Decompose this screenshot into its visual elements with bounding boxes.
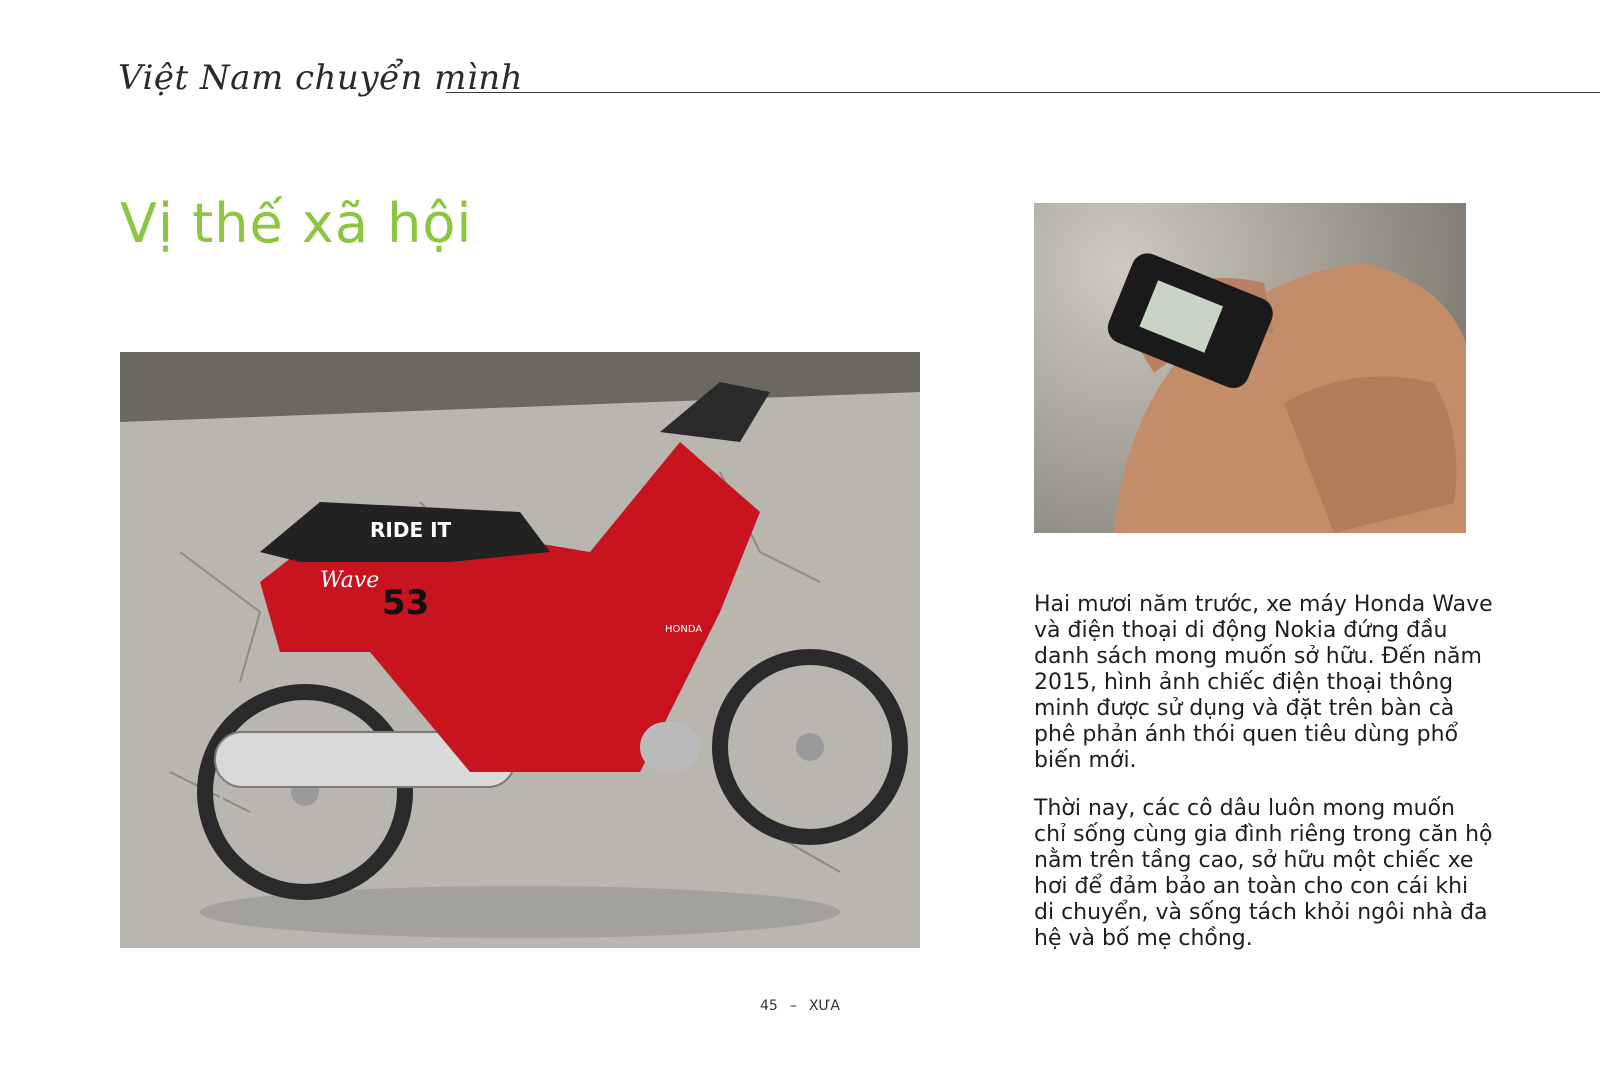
magazine-title: Việt Nam chuyển mình: [118, 58, 524, 98]
page-number: 45: [759, 998, 778, 1014]
paragraph-1: Hai mươi năm trước, xe máy Honda Wave và điện thoại di động Nokia đứng đầu danh sách mong muốn sở hữu. Đến năm 2015, hình ảnh chiếc điện thoại thông minh được sử dụng và đặt trên bàn cà phê phản ánh thói quen tiêu dùng phổ biến mới.: [1034, 592, 1493, 773]
decal-wave: Wave: [320, 568, 380, 593]
phone-photo: [1034, 203, 1466, 533]
decal-number: 53: [382, 583, 430, 623]
decal-ride-it: RIDE IT: [370, 518, 452, 542]
paragraph-2: Thời nay, các cô dâu luôn mong muốn chỉ sống cùng gia đình riêng trong căn hộ nằm trên tầng cao, sở hữu một chiếc xe hơi để đảm bảo an toàn cho con cái khi di chuyển, và sống tách khỏi ngôi nhà đa hệ và bố mẹ chồng.: [1034, 796, 1493, 951]
motorbike-photo: [120, 352, 920, 948]
footer-separator: –: [789, 998, 797, 1014]
header-divider: [446, 92, 1600, 93]
section-name: XƯA: [808, 998, 840, 1014]
page-footer: [0, 998, 1600, 1014]
decal-honda: HONDA: [665, 624, 703, 635]
page-title: Vị thế xã hội: [120, 192, 473, 255]
